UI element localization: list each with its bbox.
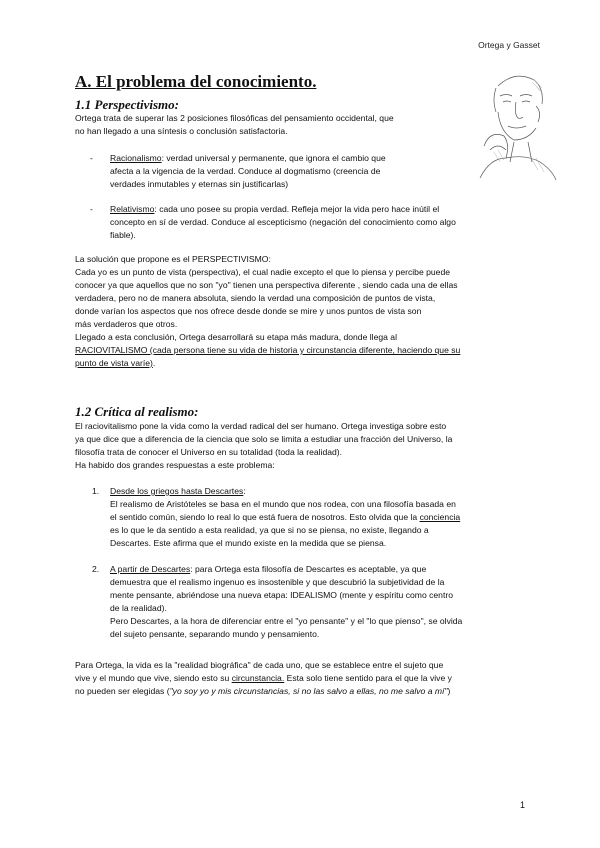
s11-intro-line-1: Ortega trata de superar las 2 posiciones filosóficas del pensamiento occidental, que — [75, 113, 394, 123]
solucion-line-3: conocer ya que aquellos que no son "yo" tienen una perspectiva diferente , siendo cada una de ellas — [75, 280, 458, 290]
s11-intro-line-2: no han llegado a una síntesis o conclusión satisfactoria. — [75, 126, 288, 136]
n1-heading — [110, 485, 246, 498]
n2-line-3: mente pensante, abriéndose una nueva etapa: IDEALISMO (mente y espíritu como centro — [110, 590, 453, 600]
n1-term: Desde los griegos hasta Descartes — [110, 486, 244, 496]
page-number: 1 — [520, 800, 526, 810]
racionalismo-line-1 — [110, 152, 386, 165]
racionalismo-line-3: verdades inmutables y eternas sin justificarlas) — [110, 179, 289, 189]
n1-conciencia: conciencia — [419, 512, 461, 522]
racionalismo-text-1: : verdad universal y permanente, que ignora el cambio que — [161, 153, 386, 163]
n2-line-2: demuestra que el realismo ingenuo es insostenible y que descubrió la subjetividad de la — [110, 577, 445, 587]
solucion-line-2: Cada yo es un punto de vista (perspectiva), el cual nadie excepto el que lo piensa y percibe puede — [75, 267, 451, 277]
final-line-1: Para Ortega, la vida es la "realidad biográfica" de cada uno, que se establece entre el sujeto que — [75, 660, 444, 670]
n1-line-4: Descartes. Este afirma que el mundo existe en la medida que se piensa. — [110, 538, 387, 548]
s12-p1-line-1: El raciovitalismo pone la vida como la verdad radical del ser humano. Ortega investiga sobre esto — [75, 421, 447, 431]
final-line-2-text-b: Esta solo tiene sentido para el que la vive y — [284, 673, 452, 683]
page-header-author: Ortega y Gasset — [478, 40, 540, 50]
list-marker-1: 1. — [92, 486, 100, 496]
section-a-title: A. El problema del conocimiento. — [75, 72, 317, 91]
bullet-dash-relativismo: - — [90, 204, 93, 214]
solucion-line-5: donde varían los aspectos que nos ofrece desde donde se mire y unos puntos de vista son — [75, 306, 422, 316]
n1-line-1: El realismo de Aristóteles se basa en el mundo que nos rodea, con una filosofía basada en — [110, 499, 456, 509]
bullet-dash-racionalismo: - — [90, 153, 93, 163]
solucion-line-9 — [75, 357, 530, 370]
relativismo-line-1 — [110, 203, 439, 216]
solucion-line-1: La solución que propone es el PERSPECTIVISMO: — [75, 254, 271, 264]
section-1-2-title: 1.2 Crítica al realismo: — [75, 404, 199, 419]
solucion-line-8: RACIOVITALISMO (cada persona tiene su vida de historia y circunstancia diferente, haciendo que su — [75, 345, 461, 355]
n1-line-2-text: el sentido común, siendo lo real lo que está fuera de nosotros. Esto olvida que la — [110, 512, 420, 522]
solucion-line-9-underlined: punto de vista varíe) — [75, 358, 153, 368]
solucion-line-9-period: . — [152, 358, 156, 368]
final-line-2 — [75, 672, 530, 685]
relativismo-line-3: fiable). — [110, 230, 136, 240]
s12-p1-line-4: Ha habido dos grandes respuestas a este problema: — [75, 460, 275, 470]
section-1-1-title: 1.1 Perspectivismo: — [75, 97, 179, 112]
relativismo-line-2: concepto en sí de verdad. Conduce al escepticismo (negación del conocimiento como algo — [110, 217, 456, 227]
final-line-2-text-a: vive y el mundo que vive, siendo esto su — [75, 673, 232, 683]
solucion-line-6: más verdaderos que otros. — [75, 319, 178, 329]
s12-p1-line-3: filosofía trata de conocer el Universo en su totalidad (toda la realidad). — [75, 447, 343, 457]
solucion-line-7: Llegado a esta conclusión, Ortega desarrollará su etapa más madura, donde llega al — [75, 332, 397, 342]
racionalismo-line-2: afecta a la vigencia de la verdad. Conduce al dogmatismo (creencia de — [110, 166, 381, 176]
n1-line-3: es lo que le da sentido a esta realidad, ya que si no se piensa, no existe, llegando a — [110, 525, 429, 535]
n2-text-1: : para Ortega esta filosofía de Descartes es aceptable, ya que — [190, 564, 427, 574]
n2-line-4: de la realidad). — [110, 603, 167, 613]
s12-p1-line-2: ya que dice que a diferencia de la ciencia que solo se limita a estudiar una fracción del Universo, la — [75, 434, 453, 444]
final-line-3 — [75, 685, 530, 698]
final-line-3-text-a: no pueden ser elegidas ( — [75, 686, 170, 696]
n2-term: A partir de Descartes — [110, 564, 191, 574]
racionalismo-term: Racionalismo — [110, 153, 162, 163]
n2-line-6: del sujeto pensante, separando mundo y pensamiento. — [110, 629, 320, 639]
final-line-3-close: ) — [447, 686, 451, 696]
n2-line-5: Pero Descartes, a la hora de diferenciar entre el "yo pensante" y el "lo que pienso", se olvida — [110, 616, 463, 626]
relativismo-term: Relativismo — [110, 204, 155, 214]
n1-line-2 — [110, 511, 460, 524]
final-circunstancia: circunstancia. — [231, 673, 285, 683]
n2-line-1 — [110, 563, 426, 576]
final-quote: "yo soy yo y mis circunstancias, si no las salvo a ellas, no me salvo a mí" — [169, 686, 448, 696]
relativismo-text-1: : cada uno posee su propia verdad. Refleja mejor la vida pero hace inútil el — [154, 204, 440, 214]
solucion-line-4: verdadera, pero no de manera absoluta, siendo la verdad una composición de puntos de vista, — [75, 293, 436, 303]
n1-colon: : — [243, 486, 246, 496]
list-marker-2: 2. — [92, 564, 100, 574]
